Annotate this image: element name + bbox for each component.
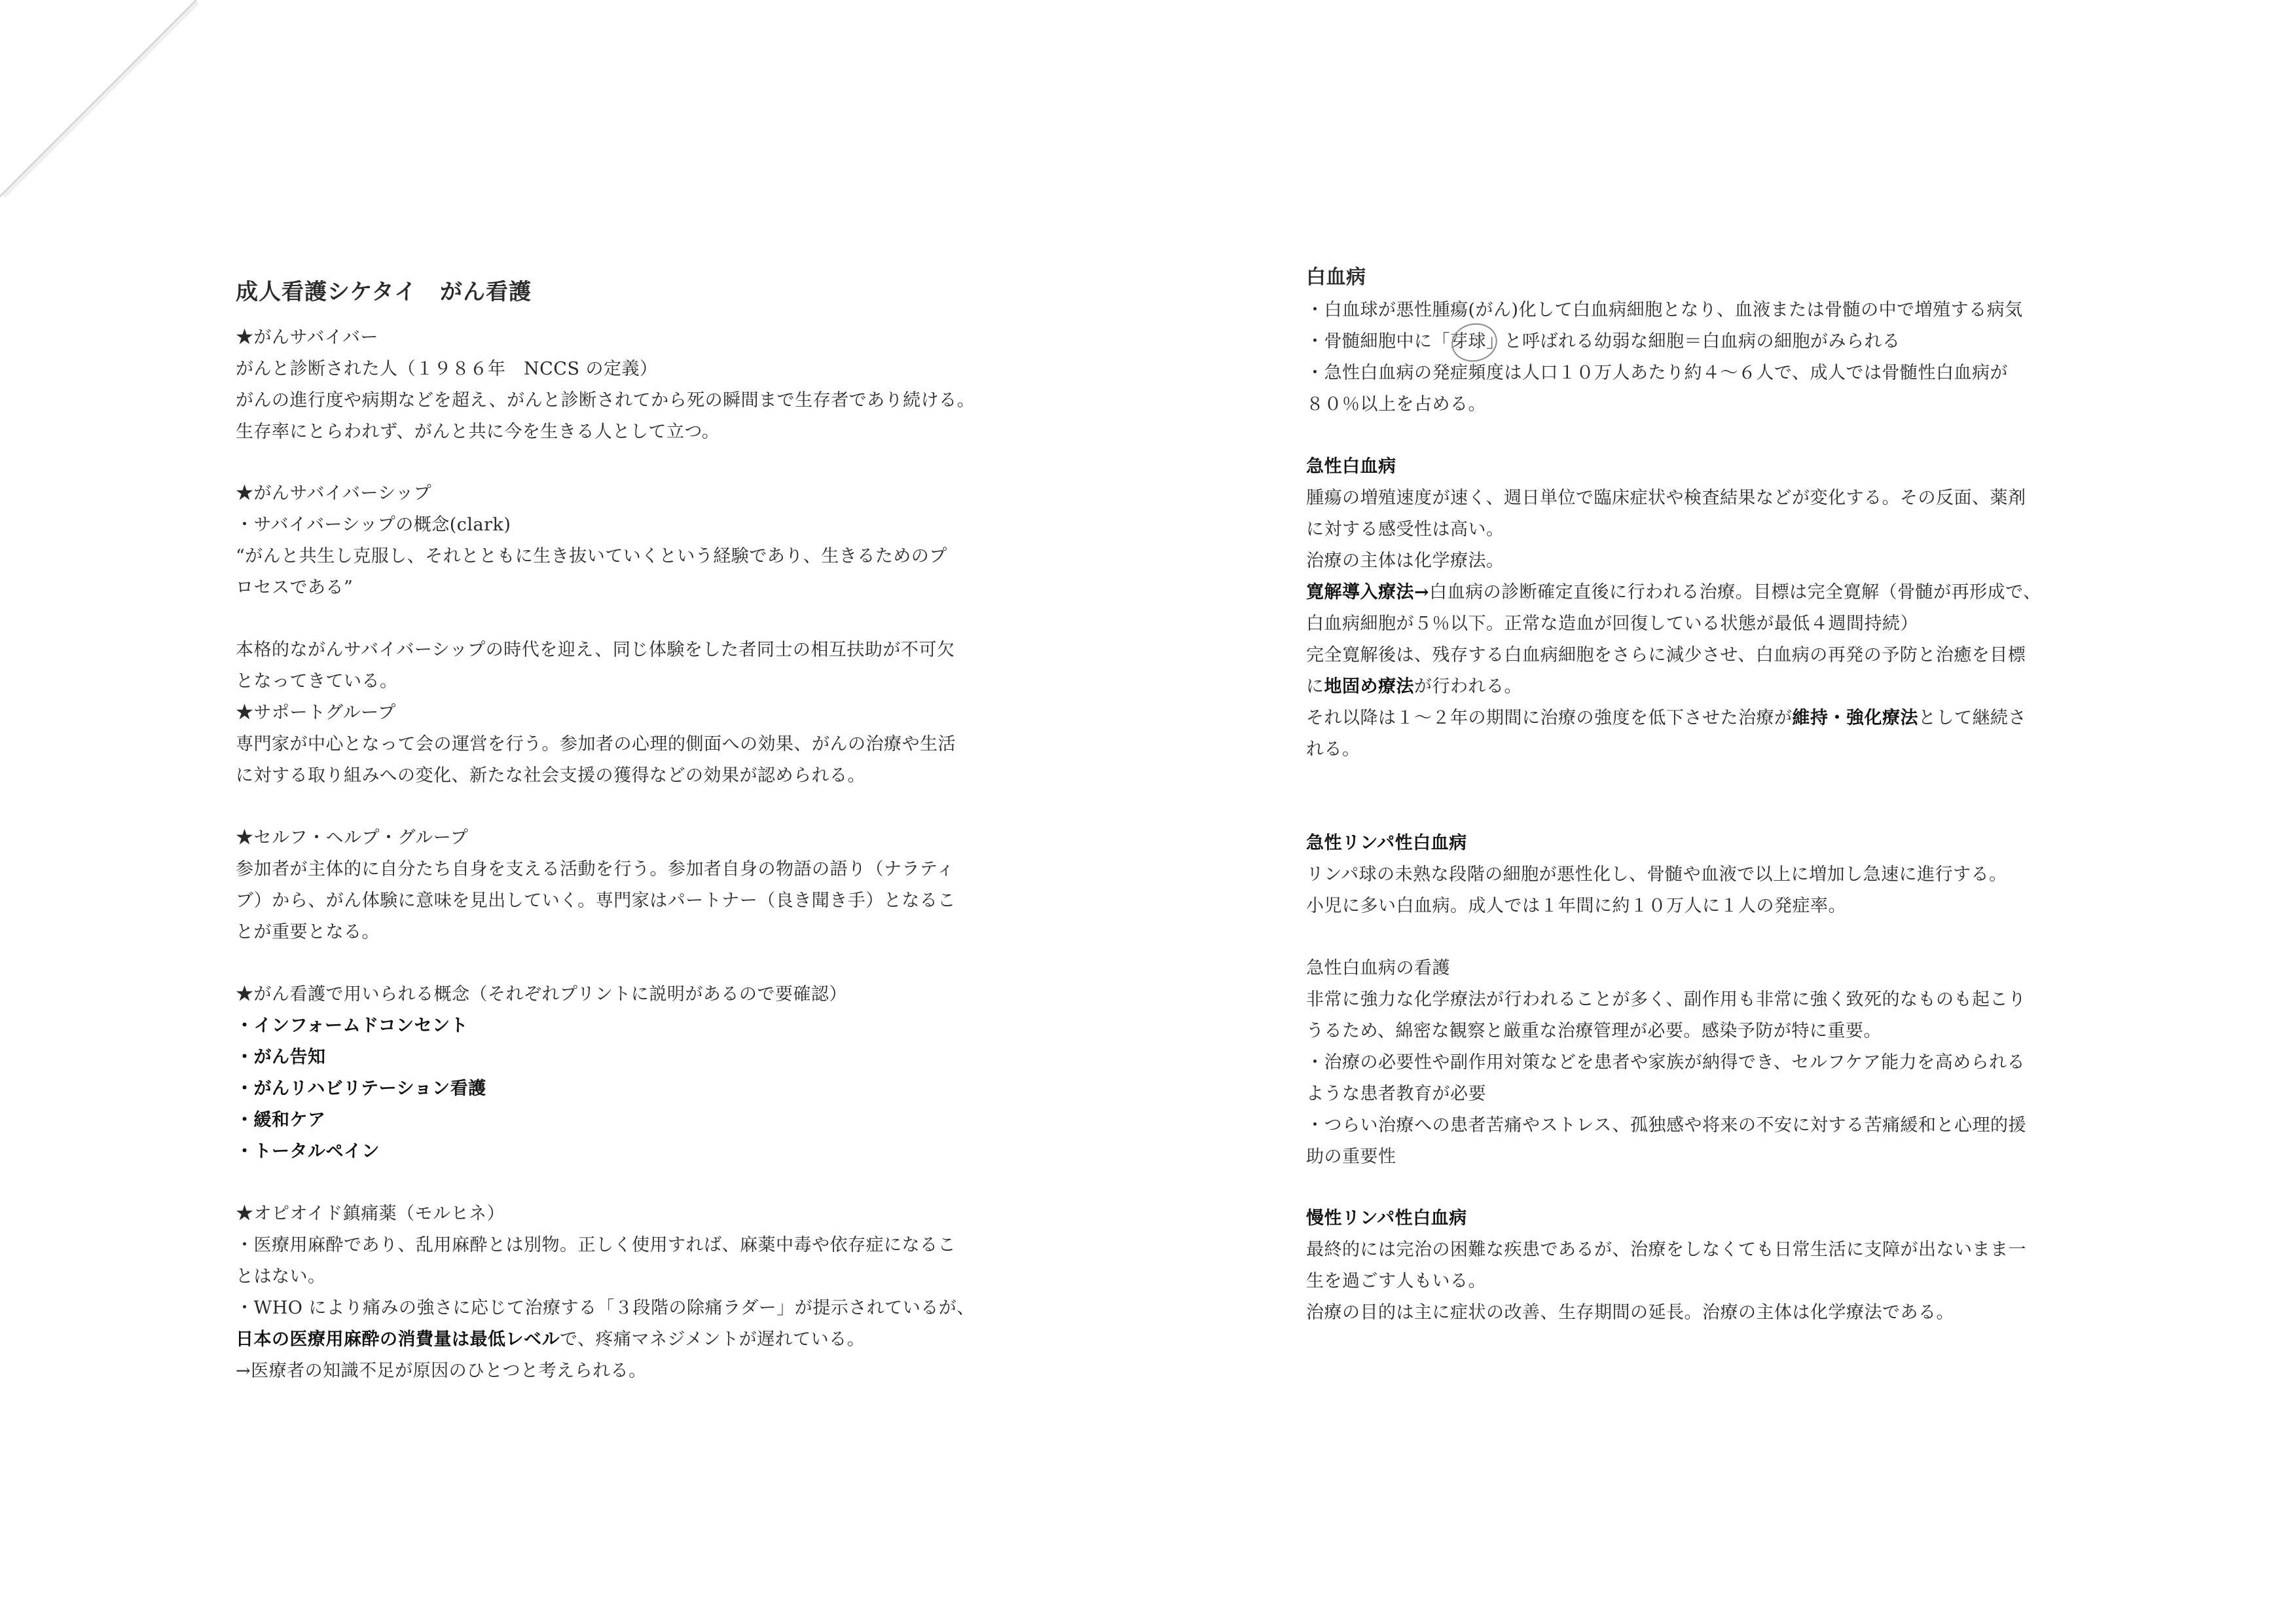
text-line: 最終的には完治の困難な疾患であるが、治療をしなくても日常生活に支障が出ないまま一 bbox=[1306, 1240, 2026, 1260]
text-line bbox=[1306, 582, 2041, 603]
text-segment: に bbox=[1306, 676, 1324, 697]
section-heading-all: 急性リンパ性白血病 bbox=[1306, 833, 1467, 853]
text-line: ・治療の必要性や副作用対策などを患者や家族が納得でき、セルフケア能力を高められる bbox=[1306, 1052, 2026, 1073]
text-line: 生を過ごす人もいる。 bbox=[1306, 1271, 1486, 1291]
text-line: 参加者が主体的に自分たち自身を支える活動を行う。参加者自身の物語の語り（ナラティ bbox=[236, 859, 955, 879]
text-line bbox=[1306, 676, 1522, 697]
section-heading-concepts: ★がん看護で用いられる概念（それぞれプリントに説明があるので要確認） bbox=[236, 984, 847, 1005]
text-line: 治療の主体は化学療法。 bbox=[1306, 551, 1504, 571]
concept-item: ・緩和ケア bbox=[236, 1110, 326, 1130]
text-line: ・つらい治療への患者苦痛やストレス、孤独感や将来の不安に対する苦痛緩和と心理的援 bbox=[1306, 1115, 2026, 1135]
text-segment: 白血病の診断確定直後に行われる治療。目標は完全寛解（骨髄が再形成で、 bbox=[1429, 582, 2041, 602]
text-line bbox=[236, 1329, 865, 1350]
emphasis-text: 地固め療法 bbox=[1324, 676, 1414, 697]
text-line: 助の重要性 bbox=[1306, 1147, 1396, 1167]
section-heading-leukemia: 白血病 bbox=[1306, 266, 1366, 289]
text-line: がんの進行度や病期などを超え、がんと診断されてから死の瞬間まで生存者であり続ける。 bbox=[236, 390, 975, 411]
text-line: ・WHO により痛みの強さに応じて治療する「３段階の除痛ラダー」が提示されているが、 bbox=[236, 1298, 975, 1318]
text-line: うるため、綿密な観察と厳重な治療管理が必要。感染予防が特に重要。 bbox=[1306, 1021, 1882, 1041]
text-line: →医療者の知識不足が原因のひとつと考えられる。 bbox=[236, 1361, 647, 1381]
text-segment: が行われる。 bbox=[1414, 676, 1522, 697]
text-line: リンパ球の未熟な段階の細胞が悪性化し、骨髄や血液で以上に増加し急速に進行する。 bbox=[1306, 864, 2007, 885]
text-line: 白血病細胞が５％以下。正常な造血が回復している状態が最低４週間持続） bbox=[1306, 614, 1918, 634]
page-corner-fold bbox=[0, 0, 210, 210]
text-line: ・白血球が悪性腫瘍(がん)化して白血病細胞となり、血液または骨髄の中で増殖する病気 bbox=[1306, 300, 2023, 320]
text-line bbox=[1306, 708, 2026, 729]
emphasis-text: 維持・強化療法 bbox=[1792, 708, 1918, 728]
text-line: ブ）から、がん体験に意味を見出していく。専門家はパートナー（良き聞き手）となるこ bbox=[236, 891, 956, 911]
text-line: 小児に多い白血病。成人では１年間に約１０万人に１人の発症率。 bbox=[1306, 896, 1846, 916]
text-line: “がんと共生し克服し、それとともに生き抜いていくという経験であり、生きるためのプ bbox=[236, 546, 947, 566]
text-line: 腫瘍の増殖速度が速く、週日単位で臨床症状や検査結果などが変化する。その反面、薬剤 bbox=[1306, 488, 2026, 508]
text-line: に対する取り組みへの変化、新たな社会支援の獲得などの効果が認められる。 bbox=[236, 766, 866, 786]
text-line: とが重要となる。 bbox=[236, 922, 380, 942]
text-line: 専門家が中心となって会の運営を行う。参加者の心理的側面への効果、がんの治療や生活 bbox=[236, 734, 956, 754]
text-segment: それ以降は１～２年の期間に治療の強度を低下させた治療が bbox=[1306, 708, 1793, 728]
text-line: 治療の目的は主に症状の改善、生存期間の延長。治療の主体は化学療法である。 bbox=[1306, 1302, 1954, 1323]
text-line: ・医療用麻酔であり、乱用麻酔とは別物。正しく使用すれば、麻薬中毒や依存症になるこ bbox=[236, 1235, 956, 1255]
text-line: ８０％以上を占める。 bbox=[1306, 394, 1486, 415]
section-heading-survivorship: ★がんサバイバーシップ bbox=[236, 483, 432, 504]
text-line: に対する感受性は高い。 bbox=[1306, 519, 1504, 540]
section-heading-acute-leukemia: 急性白血病 bbox=[1306, 456, 1396, 477]
emphasis-text: 日本の医療用麻酔の消費量は最低レベル bbox=[236, 1329, 560, 1350]
concept-item: ・がん告知 bbox=[236, 1047, 326, 1067]
text-line: がんと診断された人（１９８６年 NCCS の定義） bbox=[236, 359, 658, 379]
concept-item: ・トータルペイン bbox=[236, 1141, 380, 1162]
text-segment: で、疼痛マネジメントが遅れている。 bbox=[560, 1329, 866, 1350]
section-heading-self-help-group: ★セルフ・ヘルプ・グループ bbox=[236, 828, 469, 848]
text-line: れる。 bbox=[1306, 739, 1360, 760]
concept-item: ・がんリハビリテーション看護 bbox=[236, 1079, 486, 1099]
text-line: ような患者教育が必要 bbox=[1306, 1084, 1486, 1104]
emphasis-text: 寛解導入療法→ bbox=[1306, 582, 1430, 602]
text-line: ・急性白血病の発症頻度は人口１０万人あたり約４～６人で、成人では骨髄性白血病が bbox=[1306, 363, 2008, 383]
text-line: 完全寛解後は、残存する白血病細胞をさらに減少させ、白血病の再発の予防と治癒を目標 bbox=[1306, 645, 2026, 665]
section-heading-opioid: ★オピオイド鎮痛薬（モルヒネ） bbox=[236, 1204, 505, 1224]
text-line: となってきている。 bbox=[236, 671, 398, 692]
text-line: とはない。 bbox=[236, 1266, 326, 1287]
text-line: 生存率にとらわれず、がんと共に今を生きる人として立つ。 bbox=[236, 422, 720, 442]
concept-item: ・インフォームドコンセント bbox=[236, 1016, 469, 1036]
text-line: ロセスである” bbox=[236, 578, 354, 598]
text-line: ・骨髄細胞中に「芽球」と呼ばれる幼弱な細胞＝白血病の細胞がみられる bbox=[1306, 331, 1901, 352]
section-heading-support-group: ★サポートグループ bbox=[236, 703, 396, 723]
page-title: 成人看護シケタイ がん看護 bbox=[236, 279, 532, 305]
section-heading-acute-leukemia-nursing: 急性白血病の看護 bbox=[1306, 958, 1450, 978]
pen-circle-mark bbox=[1448, 319, 1501, 365]
section-heading-cancer-survivor: ★がんサバイバー bbox=[236, 327, 378, 348]
section-heading-cll: 慢性リンパ性白血病 bbox=[1306, 1208, 1467, 1228]
text-line: 非常に強力な化学療法が行われることが多く、副作用も非常に強く致死的なものも起こり bbox=[1306, 989, 2026, 1010]
text-line: ・サバイバーシップの概念(clark) bbox=[236, 515, 511, 535]
text-segment: として継続さ bbox=[1918, 708, 2026, 728]
text-line: 本格的ながんサバイバーシップの時代を迎え、同じ体験をした者同士の相互扶助が不可欠 bbox=[236, 640, 955, 660]
